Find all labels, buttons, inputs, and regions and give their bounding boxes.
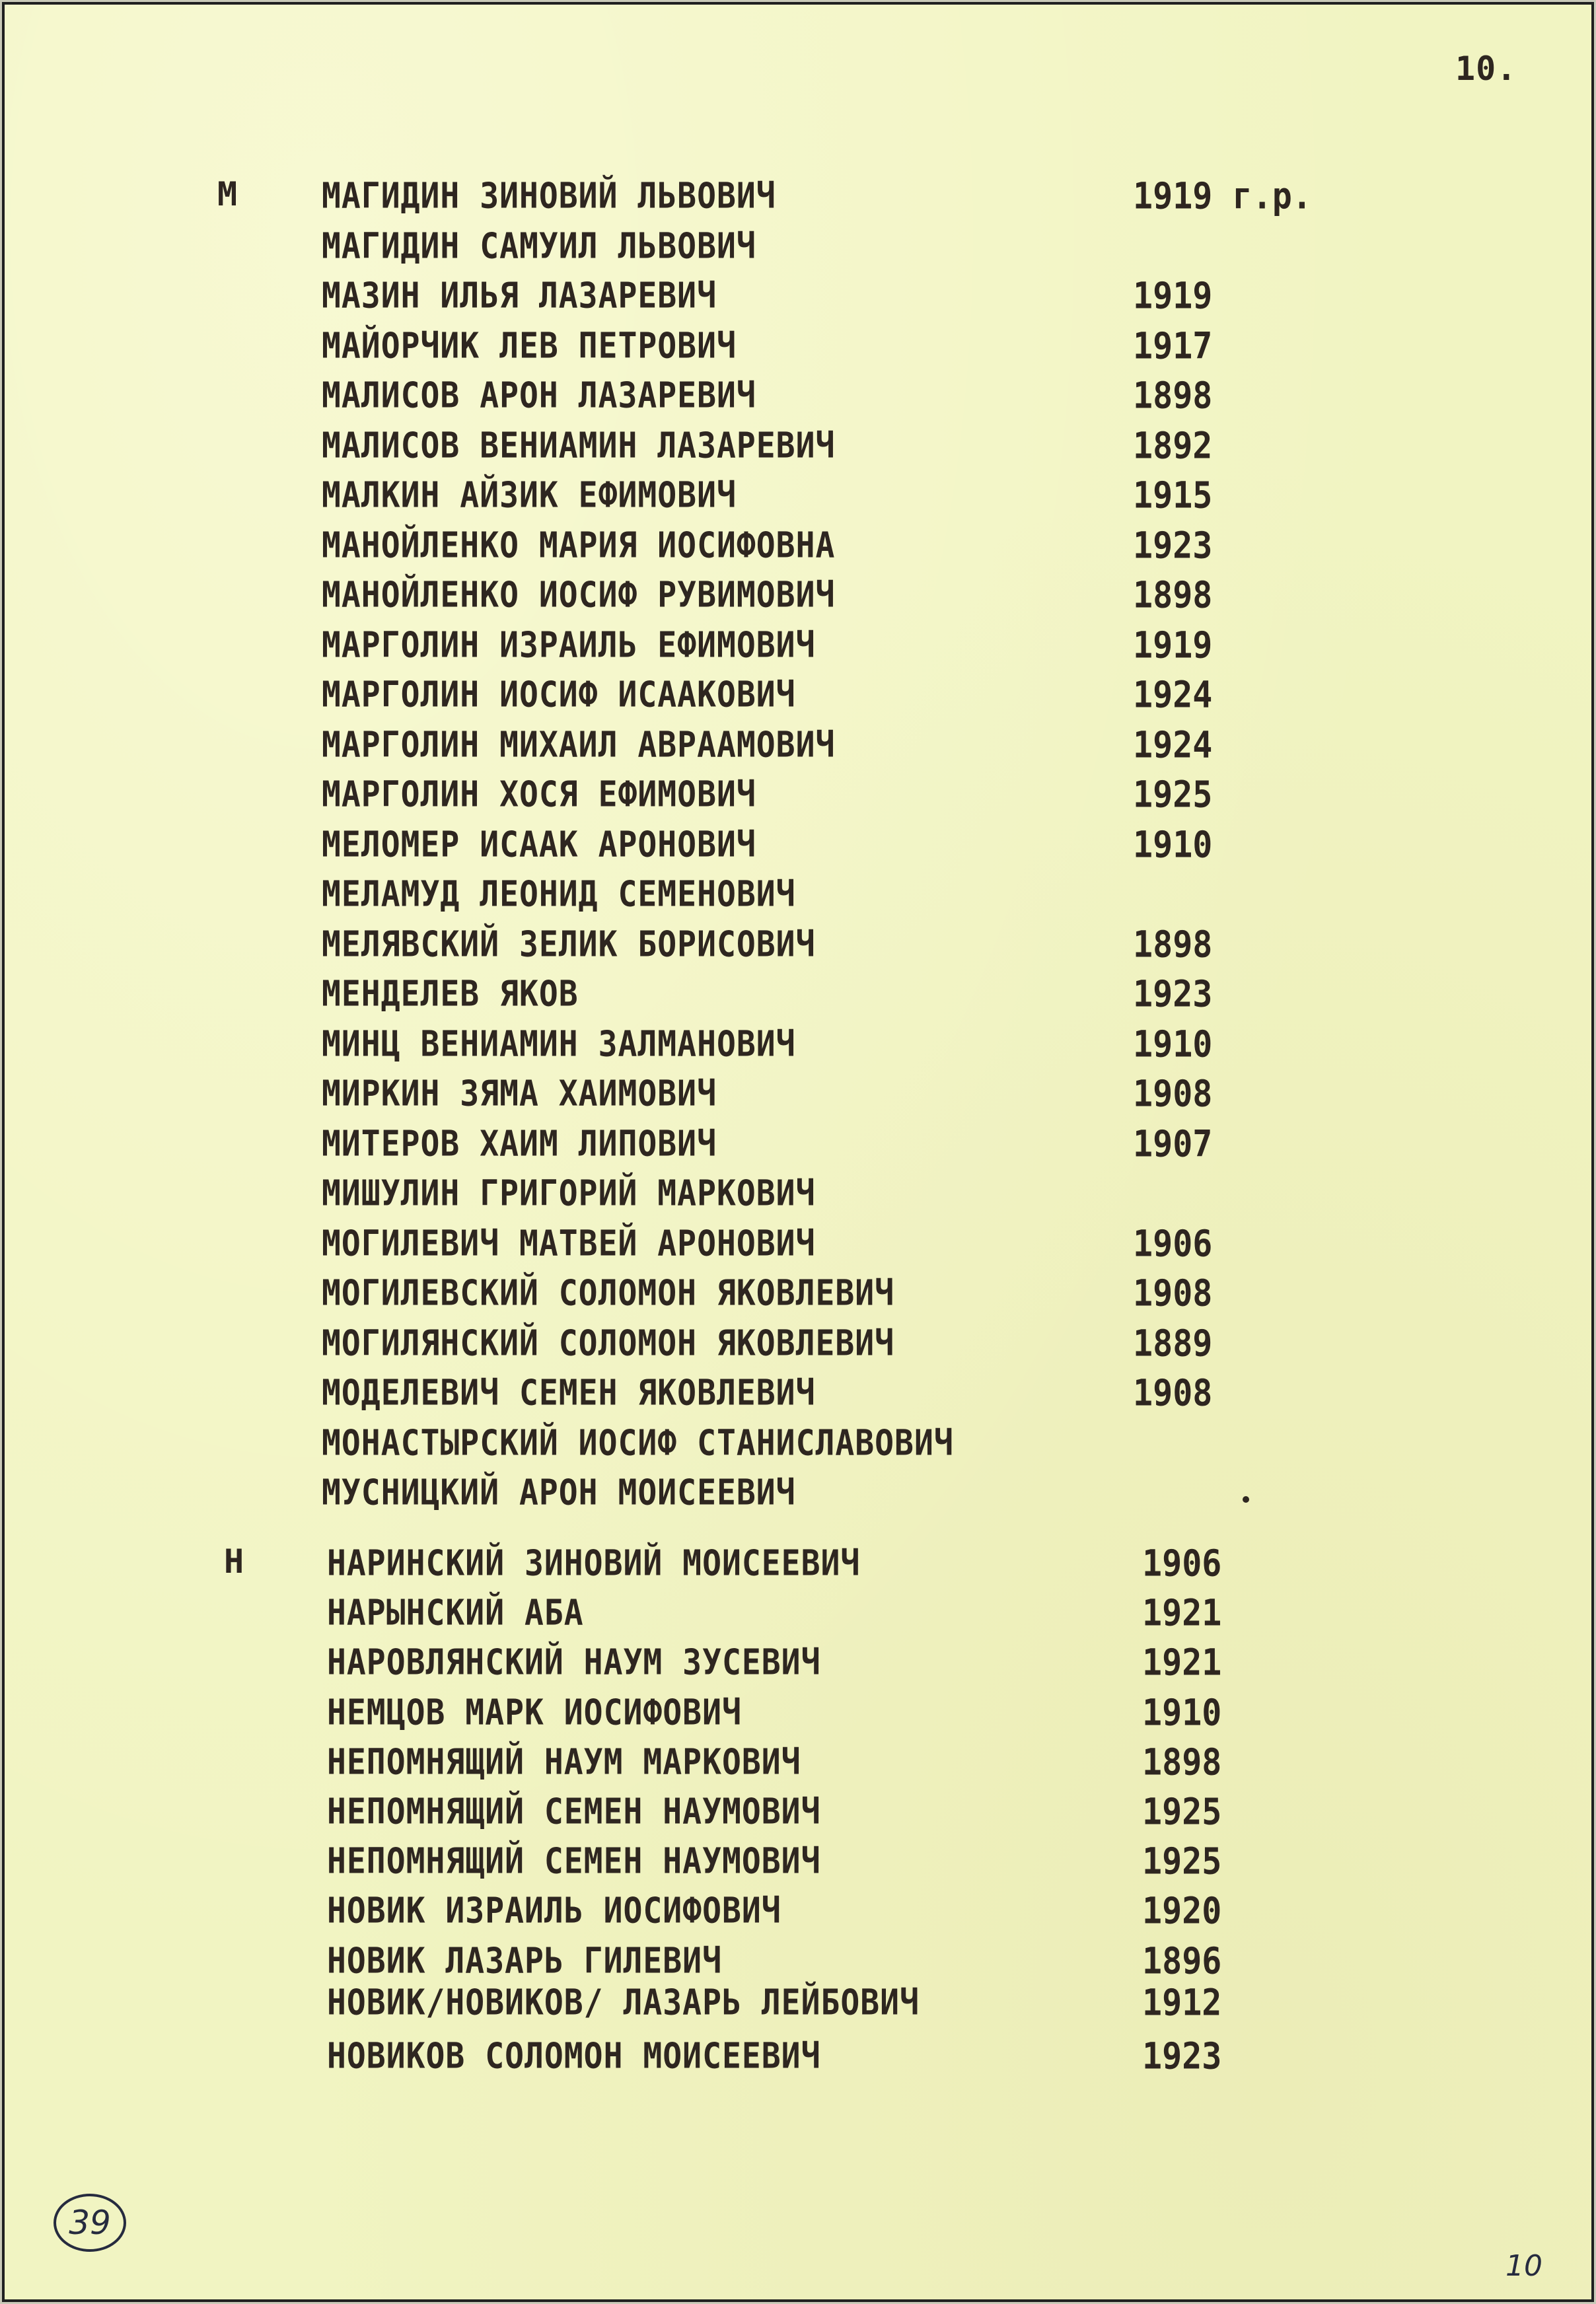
birth-year: 1889 — [1133, 1322, 1213, 1365]
person-name: МОГИЛЕВИЧ МАТВЕЙ АРОНОВИЧ — [322, 1222, 816, 1264]
person-name: НАРИНСКИЙ ЗИНОВИЙ МОИСЕЕВИЧ — [327, 1542, 861, 1584]
person-name: МЕЛОМЕР ИСААК АРОНОВИЧ — [322, 823, 756, 865]
section-letter: Н — [224, 1542, 244, 1581]
birth-year: 1910 — [1142, 1691, 1222, 1734]
birth-year: 1912 — [1142, 1981, 1222, 2024]
birth-year: 1910 — [1133, 823, 1213, 866]
person-name: МАРГОЛИН ХОСЯ ЕФИМОВИЧ — [322, 774, 756, 815]
birth-year: 1896 — [1142, 1939, 1222, 1982]
birth-year: 1923 — [1133, 973, 1213, 1015]
birth-year: 1898 — [1133, 375, 1213, 417]
birth-year: 1920 — [1142, 1890, 1222, 1933]
person-name: МЕЛАМУД ЛЕОНИД СЕМЕНОВИЧ — [322, 873, 796, 915]
birth-year: 1925 — [1142, 1840, 1222, 1883]
birth-year: 1906 — [1142, 1542, 1222, 1585]
birth-year: 1898 — [1142, 1741, 1222, 1783]
birth-year: 1924 — [1133, 674, 1213, 716]
birth-year: 1923 — [1133, 524, 1213, 567]
person-name: НОВИК ИЗРАИЛЬ ИОСИФОВИЧ — [327, 1890, 781, 1932]
ink-dot — [1243, 1496, 1249, 1503]
person-name: МОДЕЛЕВИЧ СЕМЕН ЯКОВЛЕВИЧ — [322, 1372, 816, 1414]
archive-sheet-number: 39 — [69, 2204, 111, 2242]
person-name: МАГИДИН ЗИНОВИЙ ЛЬВОВИЧ — [322, 175, 776, 217]
birth-year: 1921 — [1142, 1592, 1222, 1634]
birth-year: 1919 — [1133, 275, 1213, 317]
person-name: МИШУЛИН ГРИГОРИЙ МАРКОВИЧ — [322, 1172, 816, 1214]
person-name: МИТЕРОВ ХАИМ ЛИПОВИЧ — [322, 1122, 717, 1165]
person-name: МИНЦ ВЕНИАМИН ЗАЛМАНОВИЧ — [322, 1023, 796, 1065]
birth-year: 1924 — [1133, 723, 1213, 766]
person-name: МОГИЛЯНСКИЙ СОЛОМОН ЯКОВЛЕВИЧ — [322, 1322, 895, 1364]
person-name: НОВИК/НОВИКОВ/ ЛАЗАРЬ ЛЕЙБОВИЧ — [327, 1981, 920, 2023]
birth-year: 1917 — [1133, 324, 1213, 367]
birth-year: 1908 — [1133, 1372, 1213, 1414]
person-name: МАЛИСОВ ВЕНИАМИН ЛАЗАРЕВИЧ — [322, 424, 836, 466]
person-name: МАРГОЛИН МИХАИЛ АВРААМОВИЧ — [322, 723, 836, 766]
archive-page-number: 10 — [1505, 2249, 1542, 2283]
birth-year: 1919 г.р. — [1133, 175, 1312, 217]
person-name: МАГИДИН САМУИЛ ЛЬВОВИЧ — [322, 225, 756, 267]
person-name: МИРКИН ЗЯМА ХАИМОВИЧ — [322, 1073, 717, 1114]
person-name: НОВИКОВ СОЛОМОН МОИСЕЕВИЧ — [327, 2035, 821, 2077]
birth-year: 1910 — [1133, 1023, 1213, 1065]
birth-year: 1925 — [1133, 774, 1213, 816]
person-name: МАЗИН ИЛЬЯ ЛАЗАРЕВИЧ — [322, 275, 717, 316]
person-name: МОНАСТЫРСКИЙ ИОСИФ СТАНИСЛАВОВИЧ — [322, 1422, 954, 1464]
document-page — [2, 2, 1594, 2302]
person-name: МАЛИСОВ АРОН ЛАЗАРЕВИЧ — [322, 375, 756, 416]
person-name: МЕЛЯВСКИЙ ЗЕЛИК БОРИСОВИЧ — [322, 923, 816, 965]
person-name: НАРЫНСКИЙ АБА — [327, 1592, 584, 1634]
birth-year: 1907 — [1133, 1122, 1213, 1165]
person-name: НЕПОМНЯЩИЙ СЕМЕН НАУМОВИЧ — [327, 1791, 821, 1832]
birth-year: 1925 — [1142, 1791, 1222, 1833]
person-name: МАРГОЛИН ИОСИФ ИСААКОВИЧ — [322, 674, 796, 715]
section-letter: М — [217, 175, 238, 213]
person-name: МАНОЙЛЕНКО МАРИЯ ИОСИФОВНА — [322, 524, 836, 566]
person-name: НАРОВЛЯНСКИЙ НАУМ ЗУСЕВИЧ — [327, 1641, 821, 1684]
person-name: МАЙОРЧИК ЛЕВ ПЕТРОВИЧ — [322, 324, 737, 367]
birth-year: 1919 — [1133, 624, 1213, 666]
birth-year: 1915 — [1133, 474, 1213, 517]
birth-year: 1923 — [1142, 2035, 1222, 2077]
person-name: МОГИЛЕВСКИЙ СОЛОМОН ЯКОВЛЕВИЧ — [322, 1272, 895, 1314]
birth-year: 1892 — [1133, 424, 1213, 467]
person-name: НЕПОМНЯЩИЙ НАУМ МАРКОВИЧ — [327, 1741, 801, 1783]
page-number: 10. — [1455, 50, 1517, 88]
person-name: НЕПОМНЯЩИЙ СЕМЕН НАУМОВИЧ — [327, 1840, 821, 1882]
archive-sheet-stamp — [54, 2194, 126, 2252]
person-name: НЕМЦОВ МАРК ИОСИФОВИЧ — [327, 1691, 742, 1733]
birth-year: 1908 — [1133, 1073, 1213, 1115]
person-name: МАЛКИН АЙЗИК ЕФИМОВИЧ — [322, 474, 737, 516]
person-name: НОВИК ЛАЗАРЬ ГИЛЕВИЧ — [327, 1939, 722, 1982]
person-name: МАНОЙЛЕНКО ИОСИФ РУВИМОВИЧ — [322, 574, 836, 616]
person-name: МУСНИЦКИЙ АРОН МОИСЕЕВИЧ — [322, 1472, 796, 1513]
birth-year: 1921 — [1142, 1641, 1222, 1684]
person-name: МАРГОЛИН ИЗРАИЛЬ ЕФИМОВИЧ — [322, 624, 816, 666]
birth-year: 1898 — [1133, 574, 1213, 616]
page-border — [2, 2, 1594, 2302]
birth-year: 1906 — [1133, 1222, 1213, 1265]
birth-year: 1898 — [1133, 923, 1213, 966]
birth-year: 1908 — [1133, 1272, 1213, 1314]
person-name: МЕНДЕЛЕВ ЯКОВ — [322, 973, 579, 1015]
